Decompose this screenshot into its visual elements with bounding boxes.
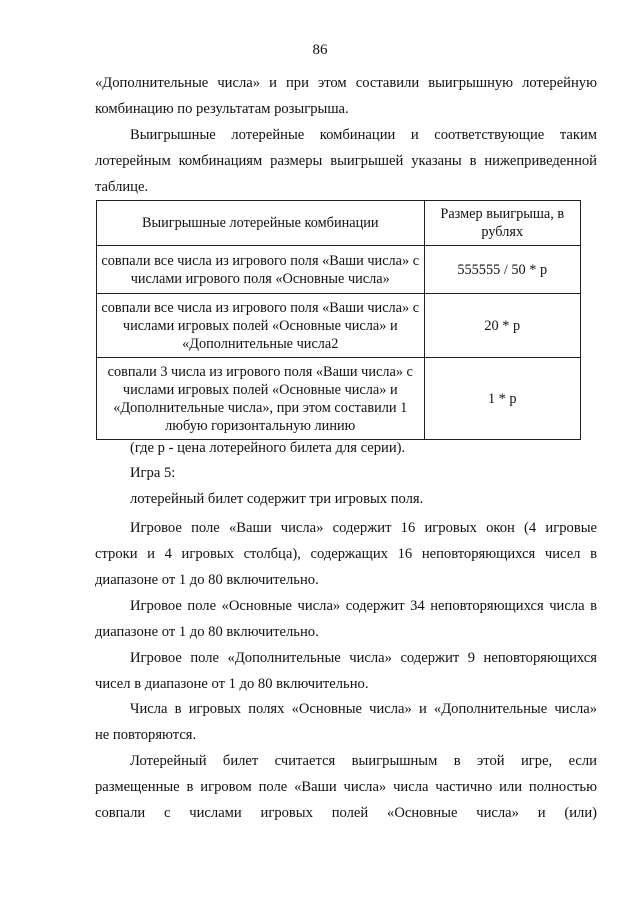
paragraph-4-line-2: строки и 4 игровых столбца), содержащих 16 неповторяющихся чисел в: [95, 546, 597, 562]
paragraph-3-text: лотерейный билет содержит три игровых поля.: [130, 491, 424, 507]
header-prize: Размер выигрыша, в рублях: [424, 201, 581, 246]
price-note: [95, 435, 597, 461]
table-row: [97, 294, 581, 358]
paragraph-8-line-1: Лотерейный билет считается выигрышным в этой игре, если: [130, 753, 597, 769]
table-header-row: [97, 201, 581, 246]
table-row: [97, 246, 581, 294]
paragraph-1-line-1: «Дополнительные числа» и при этом составили выигрышную лотерейную: [95, 75, 597, 91]
prize-cell: 20 * р: [424, 294, 581, 358]
paragraph-5-line-2: диапазоне от 1 до 80 включительно.: [95, 624, 319, 640]
paragraph-2: [95, 122, 597, 200]
paragraph-5: [95, 593, 597, 645]
paragraph-8: [95, 748, 597, 826]
page-number: 86: [312, 42, 328, 58]
paragraph-6: [95, 645, 597, 697]
game-heading-text: Игра 5:: [130, 465, 176, 481]
game-heading: [95, 460, 597, 486]
combination-cell: совпали все числа из игрового поля «Ваши числа» с числами игровых полей «Основные числа» и «Дополнительные числа2: [97, 294, 425, 358]
table-row: [97, 358, 581, 440]
prize-cell: 555555 / 50 * р: [424, 246, 581, 294]
paragraph-2-line-3: таблице.: [95, 179, 149, 195]
paragraph-8-line-3: совпали с числами игровых полей «Основные числа» и (или): [95, 805, 597, 821]
paragraph-6-line-2: чисел в диапазоне от 1 до 80 включительно.: [95, 676, 369, 692]
paragraph-4-line-1: Игровое поле «Ваши числа» содержит 16 игровых окон (4 игровые: [130, 520, 597, 536]
paragraph-2-line-1: Выигрышные лотерейные комбинации и соответствующие таким: [130, 127, 597, 143]
paragraph-1-line-2: комбинацию по результатам розыгрыша.: [95, 101, 349, 117]
paragraph-4: [95, 515, 597, 593]
paragraph-6-line-1: Игровое поле «Дополнительные числа» содержит 9 неповторяющихся: [130, 650, 597, 666]
header-combinations: Выигрышные лотерейные комбинации: [97, 201, 425, 246]
prize-cell: 1 * р: [424, 358, 581, 440]
price-note-text: (где р - цена лотерейного билета для серии).: [130, 440, 406, 456]
prize-table: [96, 200, 581, 440]
paragraph-7-line-1: Числа в игровых полях «Основные числа» и «Дополнительные числа»: [130, 701, 597, 717]
paragraph-7: [95, 696, 597, 748]
paragraph-7-line-2: не повторяются.: [95, 727, 197, 743]
paragraph-3: [95, 486, 597, 512]
paragraph-2-line-2: лотерейным комбинациям размеры выигрышей указаны в нижеприведенной: [95, 153, 597, 169]
combination-cell: совпали все числа из игрового поля «Ваши числа» с числами игрового поля «Основные числа»: [97, 246, 425, 294]
paragraph-5-line-1: Игровое поле «Основные числа» содержит 34 неповторяющихся числа в: [130, 598, 597, 614]
paragraph-8-line-2: размещенные в игровом поле «Ваши числа» числа частично или полностью: [95, 779, 597, 795]
combination-cell: совпали 3 числа из игрового поля «Ваши числа» с числами игровых полей «Основные числа» и «Дополнительные числа», при этом составили 1 любую горизонтальную линию: [97, 358, 425, 440]
paragraph-4-line-3: диапазоне от 1 до 80 включительно.: [95, 572, 319, 588]
paragraph-1: [95, 70, 597, 122]
